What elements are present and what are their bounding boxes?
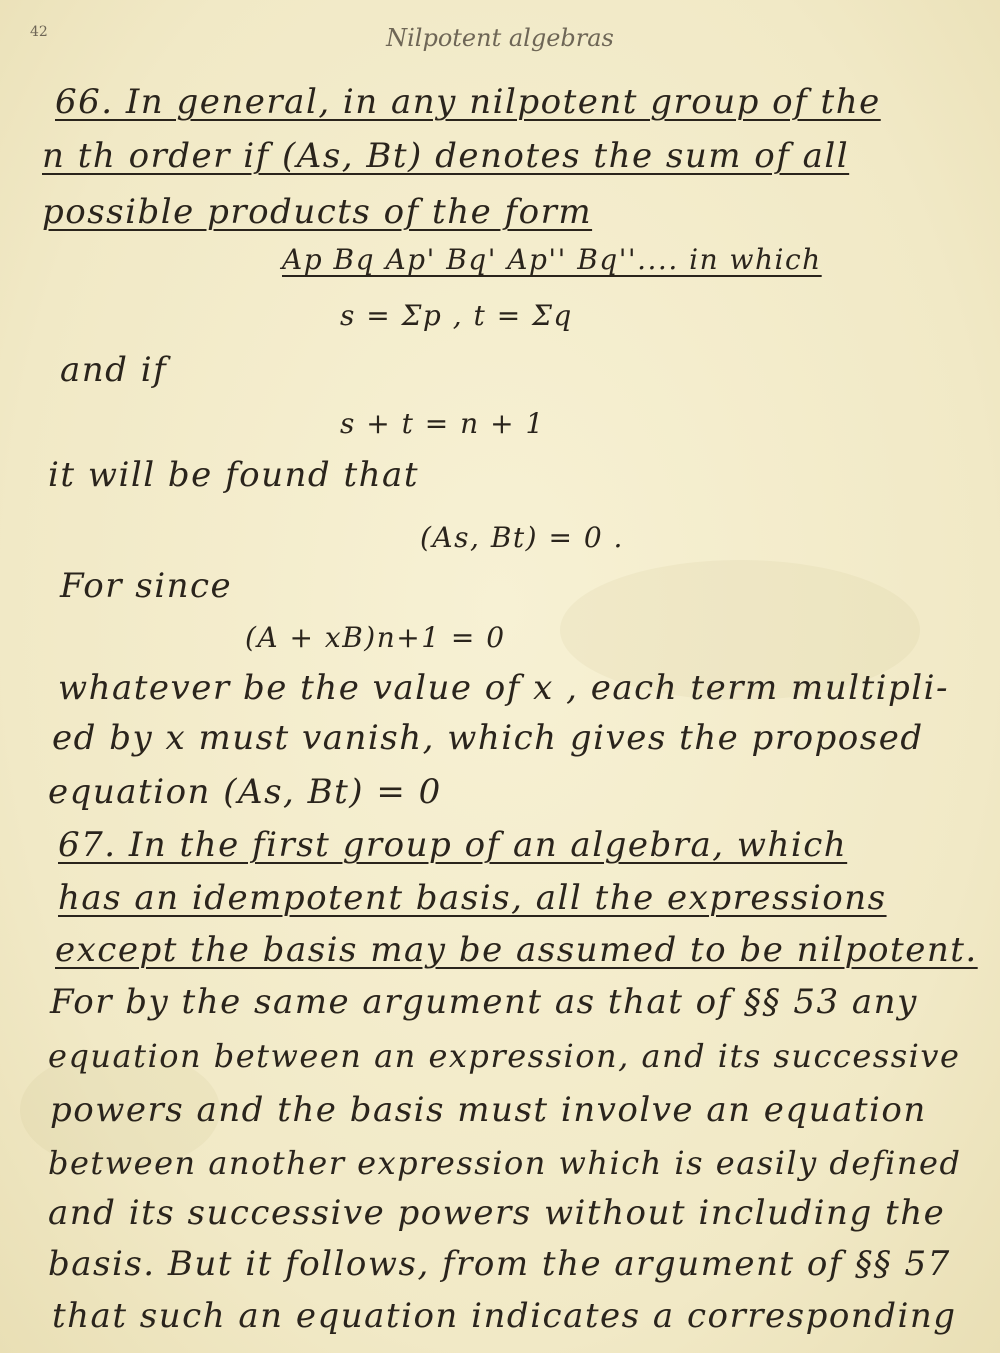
running-head: Nilpotent algebras (386, 24, 614, 52)
text-line: except the basis may be assumed to be nilpotent. (55, 930, 978, 970)
text-line: basis. But it follows, from the argument of §§ 57 (48, 1244, 951, 1284)
text-line: has an idempotent basis, all the expressions (58, 878, 887, 918)
text-line: possible products of the form (42, 192, 593, 232)
text-line: and its successive powers without including the (48, 1193, 946, 1233)
formula-line: s = Σp , t = Σq (340, 299, 573, 332)
text-line: equation between an expression, and its successive (48, 1037, 961, 1075)
text-line: 67. In the first group of an algebra, which (58, 825, 848, 865)
formula-line: Ap Bq Ap' Bq' Ap'' Bq''.... in which (282, 243, 822, 276)
formula-line: (As, Bt) = 0 . (420, 521, 624, 554)
text-line: powers and the basis must involve an equation (50, 1090, 927, 1130)
text-line: equation (As, Bt) = 0 (48, 772, 442, 812)
page-number: 42 (30, 24, 48, 40)
text-line: between another expression which is easily defined (48, 1144, 962, 1182)
text-line: that such an equation indicates a corresponding (52, 1296, 957, 1336)
text-line: 66. In general, in any nilpotent group of the (55, 82, 881, 122)
formula-line: (A + xB)n+1 = 0 (245, 621, 506, 654)
text-line: whatever be the value of x , each term multipli- (58, 668, 950, 708)
text-line: n th order if (As, Bt) denotes the sum of all (42, 136, 850, 176)
text-line: ed by x must vanish, which gives the proposed (52, 718, 924, 758)
text-line: For since (60, 566, 233, 606)
formula-line: s + t = n + 1 (340, 407, 545, 440)
text-line: For by the same argument as that of §§ 53 any (50, 982, 918, 1022)
text-line: and if (60, 350, 168, 390)
text-line: it will be found that (48, 455, 419, 495)
